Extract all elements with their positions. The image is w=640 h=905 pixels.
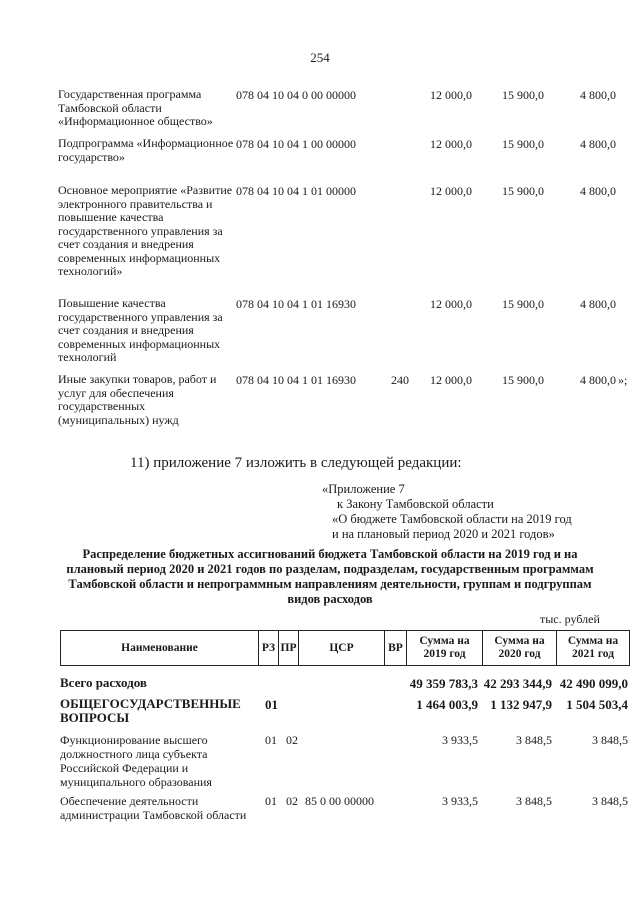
header-sum-2020: Сумма на 2020 год [482,630,556,666]
header-name: Наименование [60,630,258,666]
appendix-line: к Закону Тамбовской области [337,497,494,511]
row-sum-2021: 1 504 503,4 [566,697,628,712]
header-sum-2019: Сумма на 2019 год [406,630,482,666]
row-sum-2020: 15 900,0 [502,88,544,102]
row-pr: 02 [286,733,298,747]
units-label: тыс. рублей [540,612,600,626]
row-vr: 240 [391,373,409,387]
row-name: Подпрограмма «Информационное государство» [58,136,234,164]
row-sum-2020: 15 900,0 [502,373,544,387]
row-rz: 01 [265,697,278,712]
row-name: Всего расходов [60,675,147,690]
row-sum-2020: 15 900,0 [502,137,544,151]
row-sum-2019: 12 000,0 [430,137,472,151]
table-header [60,630,630,668]
row-sum-2021: 4 800,0 [580,137,616,151]
row-name: Функционирование высшего должностного лица субъекта Российской Федерации и муниципального образования [60,733,212,789]
row-suffix: »; [618,373,628,387]
header-pr: ПР [278,630,298,666]
row-code: 078 04 10 04 1 01 16930 [236,297,356,311]
row-sum-2020: 42 293 344,9 [483,676,552,691]
row-pr: 02 [286,794,298,808]
row-code: 078 04 10 04 1 01 00000 [236,184,356,198]
row-sum-2021: 4 800,0 [580,184,616,198]
row-code: 078 04 10 04 0 00 00000 [236,88,356,102]
amendment-item: 11) приложение 7 изложить в следующей редакции: [130,455,462,471]
row-name: Обеспечение деятельности администрации Тамбовской области [60,794,247,822]
row-name: Повышение качества государственного управления за счет создания и внедрения современных информационных технологий [58,296,223,364]
row-rz: 01 [265,794,277,808]
row-sum-2021: 4 800,0 [580,297,616,311]
row-sum-2020: 15 900,0 [502,184,544,198]
header-sum-2021: Сумма на 2021 год [556,630,630,666]
row-csr: 85 0 00 00000 [305,794,374,808]
row-sum-2019: 3 933,5 [442,733,478,747]
row-sum-2019: 49 359 783,3 [409,676,478,691]
row-sum-2021: 3 848,5 [592,733,628,747]
document-heading: Распределение бюджетных ассигнований бюджета Тамбовской области на 2019 год и на плановый период 2020 и 2021 годов по разделам, подразделам, государственным программам Тамбовской области и непрограммным направлениям деятельности, группам и подгруппам видов расходов [66,547,594,606]
row-sum-2019: 1 464 003,9 [416,697,478,712]
row-sum-2019: 3 933,5 [442,794,478,808]
row-sum-2019: 12 000,0 [430,184,472,198]
row-sum-2020: 3 848,5 [516,733,552,747]
row-sum-2019: 12 000,0 [430,297,472,311]
row-name: Основное мероприятие «Развитие электронного правительства и повышение качества государственного управления за счет создания и внедрения современных информационных технологий» [58,183,233,278]
row-code: 078 04 10 04 1 00 00000 [236,137,356,151]
appendix-line: «Приложение 7 [322,482,405,496]
appendix-line: «О бюджете Тамбовской области на 2019 год [332,512,572,526]
row-sum-2020: 3 848,5 [516,794,552,808]
row-sum-2021: 42 490 099,0 [559,676,628,691]
row-name: ОБЩЕГОСУДАРСТВЕННЫЕ ВОПРОСЫ [60,696,241,725]
header-rz: РЗ [258,630,278,666]
row-sum-2020: 1 132 947,9 [490,697,552,712]
row-rz: 01 [265,733,277,747]
row-sum-2021: 4 800,0 [580,88,616,102]
row-sum-2019: 12 000,0 [430,373,472,387]
header-csr: ЦСР [298,630,384,666]
row-name: Иные закупки товаров, работ и услуг для обеспечения государственных (муниципальных) нужд [58,372,217,427]
row-code: 078 04 10 04 1 01 16930 [236,373,356,387]
row-sum-2021: 4 800,0 [580,373,616,387]
appendix-line: и на плановый период 2020 и 2021 годов» [332,527,555,541]
header-vr: ВР [384,630,406,666]
row-name: Государственная программа Тамбовской области «Информационное общество» [58,87,213,128]
row-sum-2019: 12 000,0 [430,88,472,102]
page-number: 254 [310,50,330,65]
row-sum-2020: 15 900,0 [502,297,544,311]
row-sum-2021: 3 848,5 [592,794,628,808]
